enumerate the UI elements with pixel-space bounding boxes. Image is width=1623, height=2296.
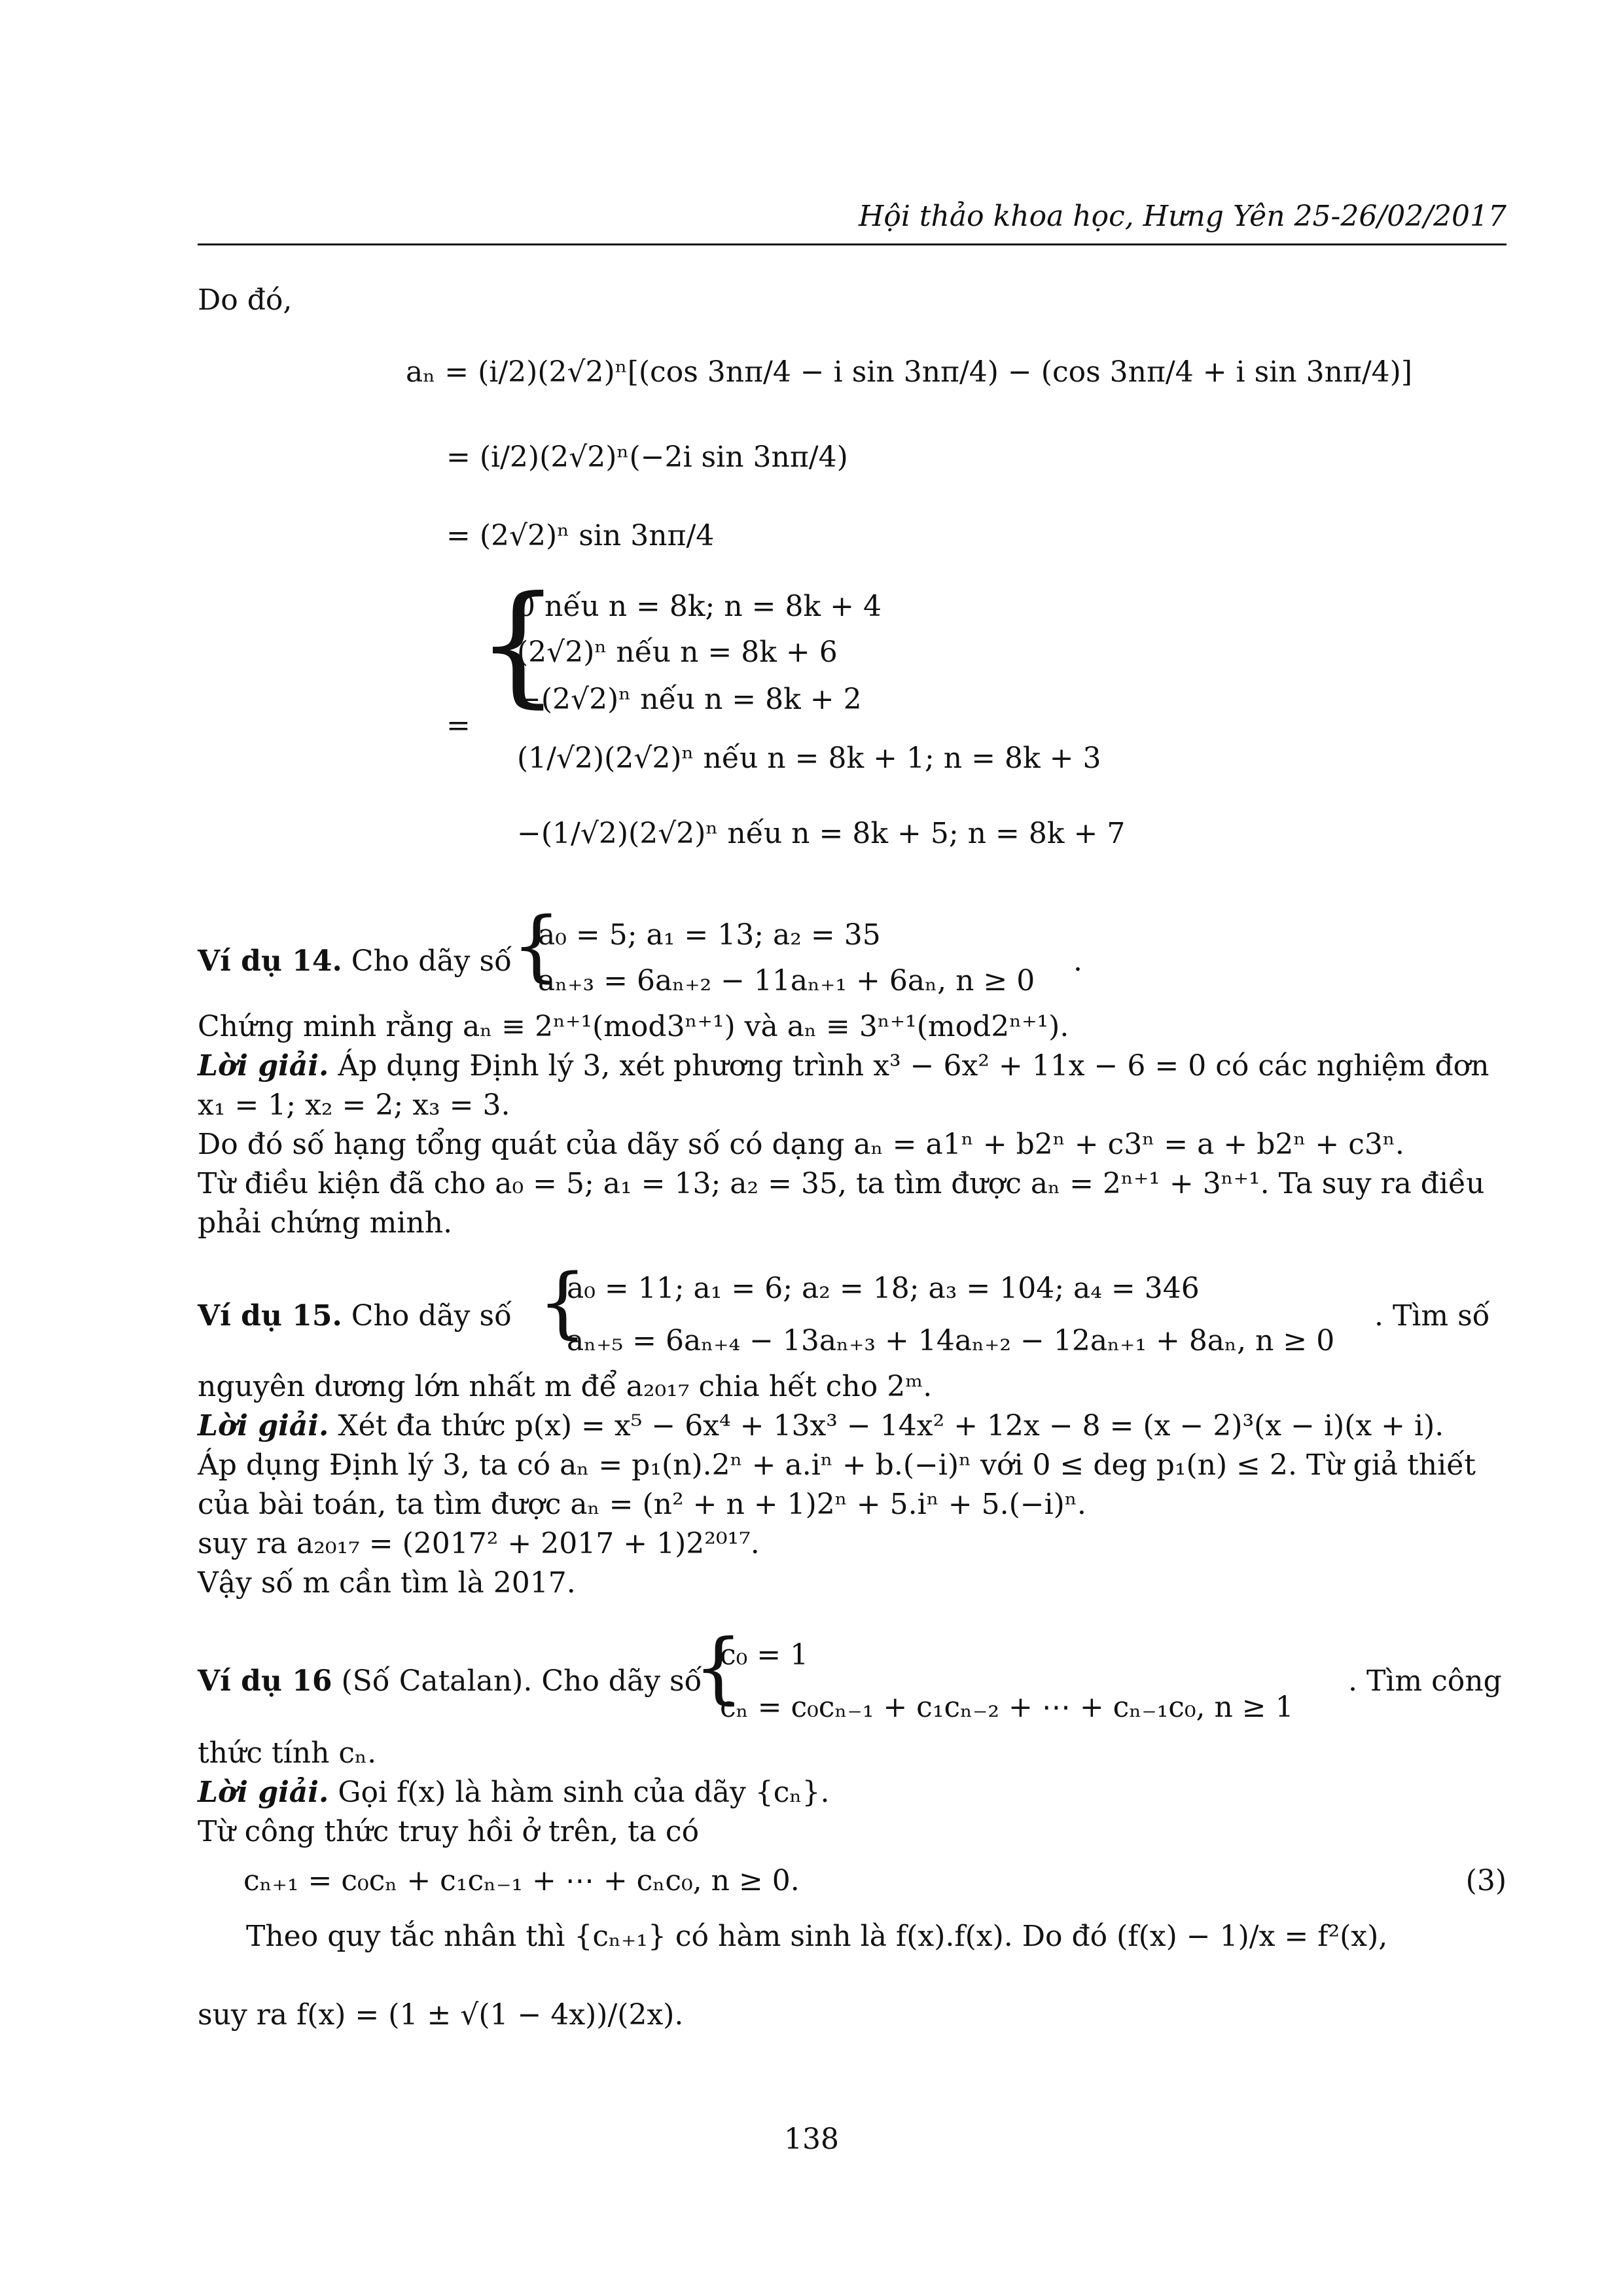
example-16-brace: { [694,1622,743,1712]
example-16-trail: . Tìm công [1348,1664,1502,1698]
example-15-brace: { [538,1257,588,1347]
example-15-trail: . Tìm số [1374,1299,1490,1333]
example-14-lead: Cho dãy số [351,944,512,978]
example-16-task: thức tính cₙ. [198,1736,377,1770]
cases-equals: = [446,709,471,742]
example-15-solution-4: suy ra a₂₀₁₇ = (2017² + 2017 + 1)2²⁰¹⁷. [198,1527,760,1560]
example-14-prove: Chứng minh rằng aₙ ≡ 2ⁿ⁺¹(mod3ⁿ⁺¹) và aₙ ≡ 3ⁿ⁺¹(mod2ⁿ⁺¹). [198,1010,1069,1043]
example-15-solution-label: Lời giải. [198,1409,329,1443]
example-15-solution-line-1 [198,1407,1444,1444]
example-16-heading [198,1662,702,1700]
case-1: 0 nếu n = 8k; n = 8k + 4 [517,590,882,623]
example-15-system-1: a₀ = 11; a₁ = 6; a₂ = 18; a₃ = 104; a₄ = 346 [567,1272,1200,1305]
example-16-solution-2: Từ công thức truy hồi ở trên, ta có [198,1815,700,1848]
case-5: −(1/√2)(2√2)ⁿ nếu n = 8k + 5; n = 8k + 7 [517,817,1126,850]
example-16-equation: cₙ₊₁ = c₀cₙ + c₁cₙ₋₁ + ⋯ + cₙc₀, n ≥ 0. [243,1864,800,1897]
running-header: Hội thảo khoa học, Hưng Yên 25-26/02/2017 [858,200,1507,233]
example-15-heading [198,1297,512,1335]
example-16-label-paren: (Số Catalan). [341,1664,533,1698]
equation-number: (3) [1465,1864,1507,1897]
header-rule [198,243,1507,245]
example-14-trail: . [1073,944,1082,978]
example-14-label: Ví dụ 14. [198,944,342,978]
example-15-solution-2: Áp dụng Định lý 3, ta có aₙ = p₁(n).2ⁿ + a.iⁿ + b.(−i)ⁿ với 0 ≤ deg p₁(n) ≤ 2. Từ giả thiết [198,1448,1476,1482]
example-15-solution-text-1: Xét đa thức p(x) = x⁵ − 6x⁴ + 13x³ − 14x² + 12x − 8 = (x − 2)³(x − i)(x + i). [338,1409,1444,1443]
example-16-system-1: c₀ = 1 [720,1638,809,1672]
example-14-solution-3: Do đó số hạng tổng quát của dãy số có dạng aₙ = a1ⁿ + b2ⁿ + c3ⁿ = a + b2ⁿ + c3ⁿ. [198,1128,1404,1161]
example-16-solution-4: suy ra f(x) = (1 ± √(1 − 4x))/(2x). [198,1998,684,2032]
intro-text: Do đó, [198,283,293,317]
example-15-task: nguyên dương lớn nhất m để a₂₀₁₇ chia hết cho 2ᵐ. [198,1370,933,1403]
derivation-line-2: = (i/2)(2√2)ⁿ(−2i sin 3nπ/4) [446,440,848,474]
example-14-heading [198,942,512,980]
example-14-solution-label: Lời giải. [198,1049,329,1083]
example-15-system-2: aₙ₊₅ = 6aₙ₊₄ − 13aₙ₊₃ + 14aₙ₊₂ − 12aₙ₊₁ + 8aₙ, n ≥ 0 [567,1324,1335,1357]
case-2: (2√2)ⁿ nếu n = 8k + 6 [517,636,838,669]
page-number: 138 [784,2123,839,2156]
derivation-line-1: aₙ = (i/2)(2√2)ⁿ[(cos 3nπ/4 − i sin 3nπ/4) − (cos 3nπ/4 + i sin 3nπ/4)] [406,355,1412,389]
example-15-solution-3: của bài toán, ta tìm được aₙ = (n² + n + 1)2ⁿ + 5.iⁿ + 5.(−i)ⁿ. [198,1488,1086,1521]
cases-brace: { [476,568,560,721]
example-14-solution-4: Từ điều kiện đã cho a₀ = 5; a₁ = 13; a₂ = 35, ta tìm được aₙ = 2ⁿ⁺¹ + 3ⁿ⁺¹. Ta suy ra điều [198,1167,1485,1200]
example-14-solution-text-1: Áp dụng Định lý 3, xét phương trình x³ − 6x² + 11x − 6 = 0 có các nghiệm đơn [338,1049,1489,1083]
example-16-solution-line-1 [198,1774,829,1811]
example-14-system-1: a₀ = 5; a₁ = 13; a₂ = 35 [538,918,881,952]
example-16-system-2: cₙ = c₀cₙ₋₁ + c₁cₙ₋₂ + ⋯ + cₙ₋₁c₀, n ≥ 1 [720,1691,1294,1724]
case-3: −(2√2)ⁿ nếu n = 8k + 2 [517,683,862,716]
derivation-line-3: = (2√2)ⁿ sin 3nπ/4 [446,519,715,552]
example-16-lead: Cho dãy số [541,1664,702,1698]
example-14-system-2: aₙ₊₃ = 6aₙ₊₂ − 11aₙ₊₁ + 6aₙ, n ≥ 0 [538,964,1035,997]
example-14-brace: { [512,900,562,990]
case-4: (1/√2)(2√2)ⁿ nếu n = 8k + 1; n = 8k + 3 [517,742,1101,775]
example-16-label: Ví dụ 16 [198,1664,332,1698]
example-16-solution-text-1: Gọi f(x) là hàm sinh của dãy {cₙ}. [338,1776,830,1809]
example-14-solution-5: phải chứng minh. [198,1206,453,1240]
example-16-solution-3: Theo quy tắc nhân thì {cₙ₊₁} có hàm sinh là f(x).f(x). Do đó (f(x) − 1)/x = f²(x), [246,1920,1388,1953]
example-14-solution-2: x₁ = 1; x₂ = 2; x₃ = 3. [198,1088,510,1122]
example-15-solution-5: Vậy số m cần tìm là 2017. [198,1566,576,1600]
example-16-solution-label: Lời giải. [198,1776,329,1809]
example-14-solution-line-1 [198,1047,1489,1085]
example-15-lead: Cho dãy số [351,1299,512,1333]
example-15-label: Ví dụ 15. [198,1299,342,1333]
